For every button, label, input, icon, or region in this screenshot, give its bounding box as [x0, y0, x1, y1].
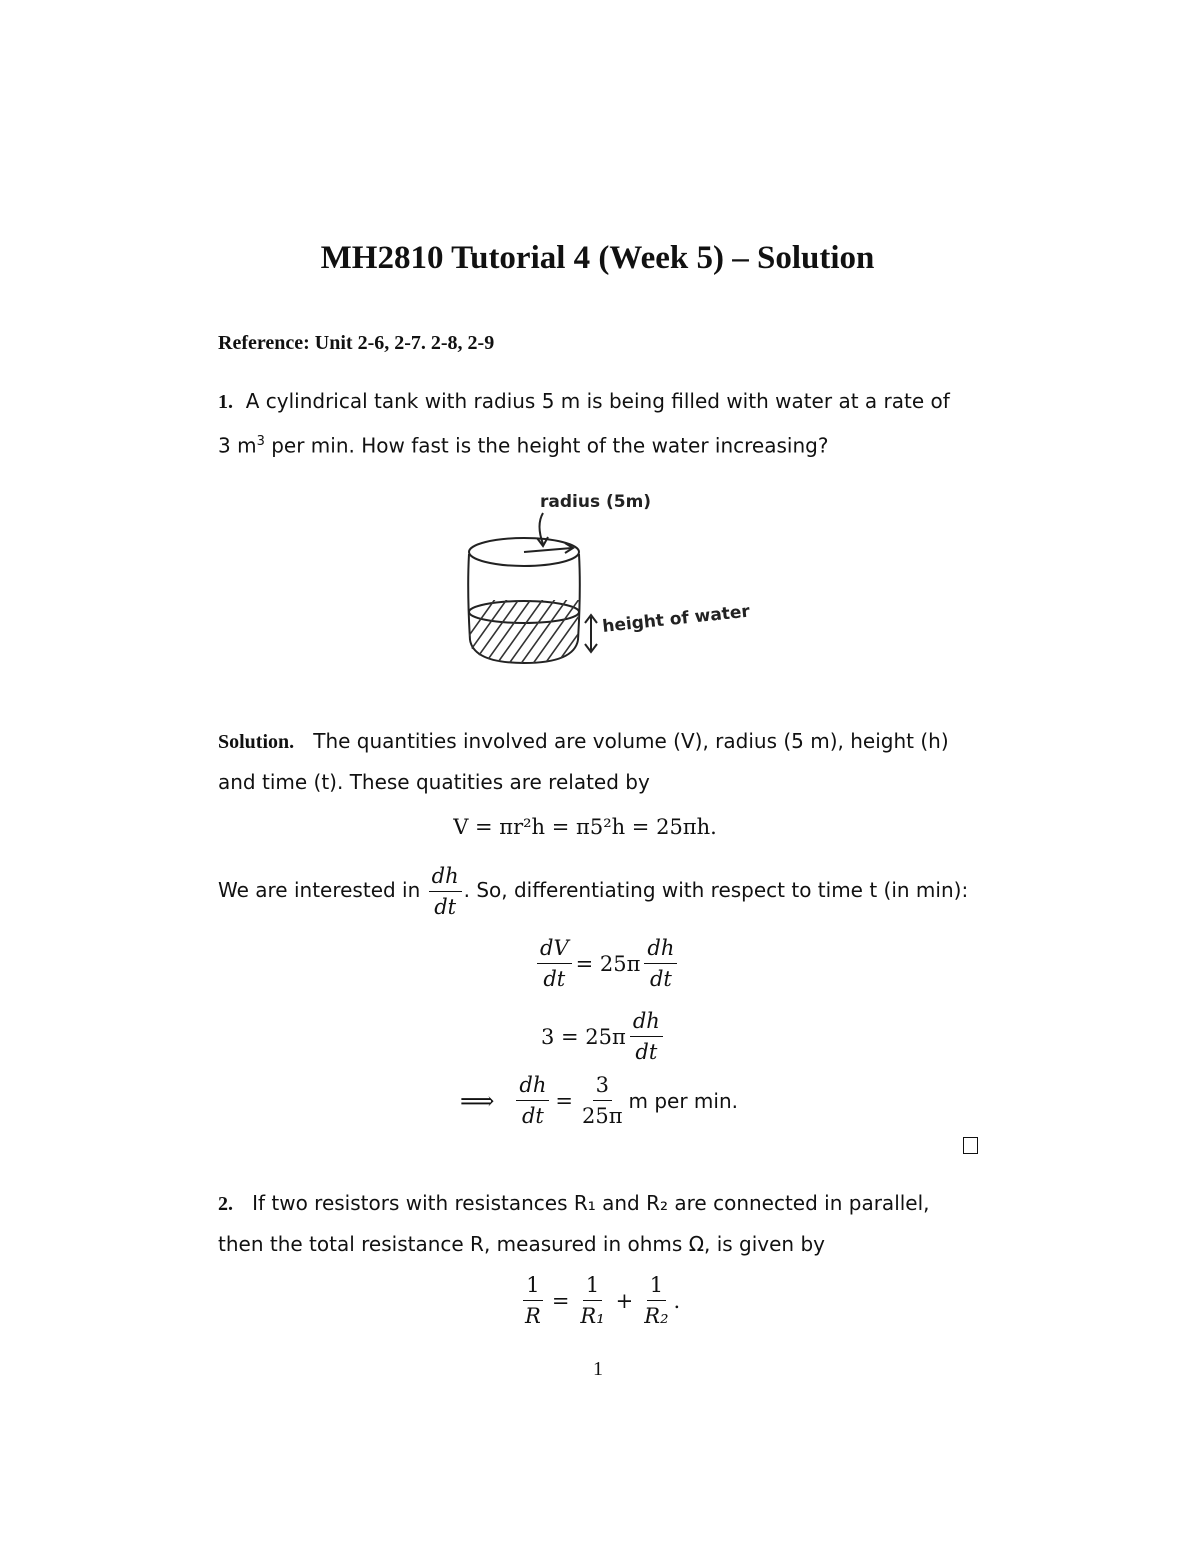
one-over-R2-fraction	[641, 1272, 671, 1329]
question-1-line-1	[218, 381, 980, 422]
interest-text-pre: We are interested in	[218, 878, 421, 902]
radius-label: radius (5m)	[540, 492, 652, 512]
question-2-text-1: If two resistors with resistances R₁ and R₂ are connected in parallel,	[252, 1191, 930, 1215]
question-2-line-1	[218, 1183, 980, 1224]
fraction-denominator: dt	[434, 895, 457, 919]
implies-symbol: ⟹	[460, 1086, 495, 1115]
qed-box-icon	[963, 1137, 978, 1154]
interest-text-post: . So, differentiating with respect to time t (in min):	[463, 878, 969, 902]
solution-block	[218, 721, 980, 802]
fraction-denominator: R	[525, 1304, 541, 1328]
tank-left-wall	[468, 554, 470, 640]
question-1-text-2b: per min. How fast is the height of the water increasing?	[264, 433, 829, 458]
plus-sign: +	[615, 1288, 634, 1313]
dh-dt-fraction	[516, 1072, 549, 1129]
fraction-denominator: R₁	[580, 1304, 605, 1328]
solution-text-1: The quantities involved are volume (V), radius (5 m), height (h)	[313, 729, 949, 753]
derivative-equation-1	[535, 935, 679, 992]
dh-dt-fraction	[429, 863, 462, 920]
parallel-resistance-equation	[520, 1272, 680, 1329]
question-2	[218, 1183, 980, 1264]
equals-sign: =	[555, 1088, 573, 1113]
question-1-number: 1.	[218, 391, 233, 413]
one-over-R1-fraction	[577, 1272, 607, 1329]
fraction-numerator: dh	[630, 1008, 663, 1037]
question-1-line-2	[218, 422, 980, 466]
cylinder-tank-figure	[440, 480, 760, 670]
result-unit: m per min.	[628, 1088, 739, 1113]
page-number: 1	[593, 1358, 603, 1380]
fraction-denominator: R₂	[644, 1304, 669, 1328]
page-title: MH2810 Tutorial 4 (Week 5) – Solution	[320, 240, 875, 276]
equation-period: .	[673, 1288, 681, 1313]
derivative-equation-2	[541, 1008, 665, 1065]
equals-sign: =	[551, 1288, 570, 1313]
radius-line	[524, 548, 572, 552]
interest-line	[218, 860, 980, 920]
cubic-superscript: 3	[256, 434, 265, 449]
height-label: height of water	[601, 601, 751, 637]
solution-label: Solution.	[218, 731, 295, 753]
dh-dt-fraction	[630, 1008, 663, 1065]
fraction-numerator: dh	[516, 1072, 549, 1101]
fraction-numerator: 3	[593, 1072, 612, 1101]
fraction-denominator: dt	[649, 967, 672, 991]
tank-right-wall	[578, 554, 580, 640]
question-2-line-2: then the total resistance R, measured in ohms Ω, is given by	[218, 1232, 825, 1256]
equation-1-middle: = 25π	[575, 951, 641, 976]
derivative-equation-3	[460, 1072, 738, 1129]
question-1	[218, 381, 980, 466]
fraction-numerator: 1	[647, 1272, 666, 1301]
reference-line: Reference: Unit 2-6, 2-7. 2-8, 2-9	[218, 332, 495, 354]
fraction-denominator: dt	[635, 1040, 658, 1064]
fraction-numerator: dh	[429, 863, 462, 892]
volume-equation: V = πr²h = π5²h = 25πh.	[453, 815, 717, 839]
question-2-number: 2.	[218, 1193, 233, 1215]
equation-2-left: 3 = 25π	[541, 1024, 626, 1049]
fraction-numerator: dV	[537, 935, 572, 964]
dV-dt-fraction	[537, 935, 572, 992]
water-hatching	[448, 595, 618, 665]
fraction-denominator: 25π	[581, 1104, 623, 1128]
one-over-R-fraction	[522, 1272, 544, 1329]
fraction-numerator: 1	[583, 1272, 602, 1301]
solution-line-2: and time (t). These quatities are related by	[218, 770, 650, 794]
fraction-numerator: dh	[644, 935, 677, 964]
three-over-25pi-fraction	[579, 1072, 626, 1129]
fraction-denominator: dt	[521, 1104, 544, 1128]
question-1-text-2a: 3 m	[218, 433, 257, 458]
question-1-text-1: A cylindrical tank with radius 5 m is being filled with water at a rate of	[245, 389, 950, 413]
fraction-numerator: 1	[523, 1272, 542, 1301]
fraction-denominator: dt	[543, 967, 566, 991]
dh-dt-fraction	[644, 935, 677, 992]
solution-line-1	[218, 721, 980, 762]
